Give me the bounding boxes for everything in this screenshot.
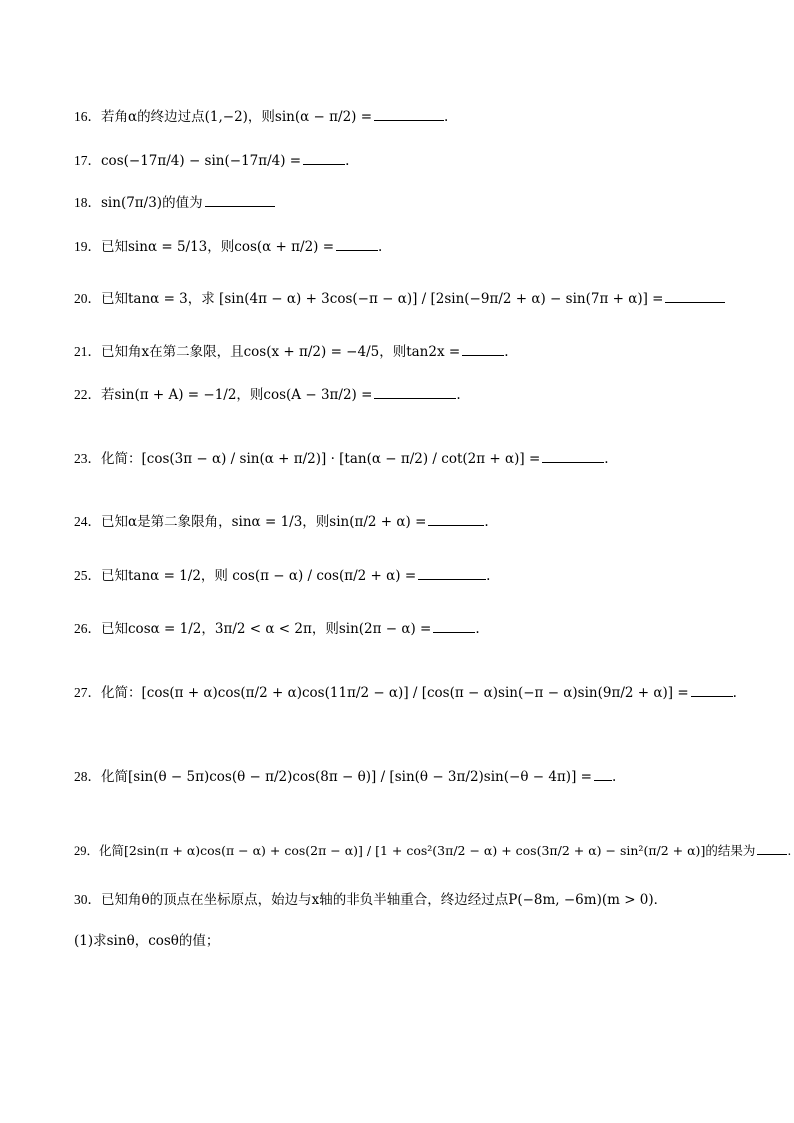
problem-24 <box>74 513 489 530</box>
problem-30 <box>74 893 667 908</box>
problem-text: 已知tanα = 3，求 [sin(4π − α) + 3cos(−π − α)] / [2sin(−9π/2 + α) − sin(7π + α)] = <box>101 291 664 307</box>
problem-16 <box>74 108 448 125</box>
problem-number: 29． <box>74 844 100 858</box>
problem-number: 27． <box>74 685 101 700</box>
answer-blank[interactable] <box>336 238 378 251</box>
problem-text: sin(7π/3)的值为 <box>101 195 203 211</box>
problem-17 <box>74 152 349 169</box>
problem-22 <box>74 386 461 403</box>
problem-text: 若角α的终边过点(1,−2)，则sin(α − π/2) = <box>101 109 373 125</box>
problem-number: 16． <box>74 109 101 124</box>
tail: . <box>486 568 491 584</box>
answer-blank[interactable] <box>418 567 486 580</box>
answer-blank[interactable] <box>205 194 275 207</box>
answer-blank[interactable] <box>374 108 444 121</box>
problem-number: 21． <box>74 344 101 359</box>
problem-number: 20． <box>74 291 101 306</box>
tail: . <box>611 769 617 785</box>
answer-blank[interactable] <box>757 842 787 855</box>
answer-blank[interactable] <box>433 620 475 633</box>
tail: . <box>378 239 383 255</box>
problem-text: 已知角x在第二象限，且cos(x + π/2) = −4/5，则tan2x = <box>101 344 461 360</box>
problem-number: 17． <box>74 153 101 168</box>
problem-text: 若sin(π + A) = −1/2，则cos(A − 3π/2) = <box>101 387 373 403</box>
problem-text: 已知α是第二象限角，sinα = 1/3，则sin(π/2 + α) = <box>101 514 427 530</box>
answer-blank[interactable] <box>374 386 456 399</box>
problem-number: 28． <box>74 769 101 784</box>
problem-28 <box>74 768 616 785</box>
tail: . <box>787 843 792 858</box>
tail: . <box>732 685 737 701</box>
problem-18 <box>74 194 275 211</box>
answer-blank[interactable] <box>303 152 345 165</box>
problem-text: 已知cosα = 1/2，3π/2 < α < 2π，则sin(2π − α) = <box>101 621 432 637</box>
answer-blank[interactable] <box>665 290 725 303</box>
answer-blank[interactable] <box>462 343 504 356</box>
problem-number: 19． <box>74 239 101 254</box>
problem-text: 化简[sin(θ − 5π)cos(θ − π/2)cos(8π − θ)] / [sin(θ − 3π/2)sin(−θ − 4π)] = <box>101 769 592 785</box>
tail: . <box>475 621 480 637</box>
problem-text: 已知sinα = 5/13，则cos(α + π/2) = <box>101 239 335 255</box>
problem-21 <box>74 343 508 360</box>
tail: . <box>345 153 350 169</box>
sub-question-30-1: (1)求sinθ，cosθ的值； <box>74 933 220 949</box>
problem-19 <box>74 238 382 255</box>
problem-number: 22． <box>74 387 101 402</box>
problem-number: 23． <box>74 451 101 466</box>
problem-text: 已知角θ的顶点在坐标原点，始边与x轴的非负半轴重合，终边经过点P(−8m, −6m)(m > 0)． <box>101 892 668 908</box>
problem-number: 24． <box>74 514 101 529</box>
tail: . <box>444 109 449 125</box>
problem-text: cos(−17π/4) − sin(−17π/4) = <box>101 153 302 169</box>
problem-number: 18． <box>74 195 101 210</box>
problem-text: 化简：[cos(π + α)cos(π/2 + α)cos(11π/2 − α)] / [cos(π − α)sin(−π − α)sin(9π/2 + α)] = <box>101 685 689 701</box>
problem-text: 化简：[cos(3π − α) / sin(α + π/2)] · [tan(α − π/2) / cot(2π + α)] = <box>101 451 541 467</box>
tail: . <box>484 514 489 530</box>
problem-number: 26． <box>74 621 101 636</box>
problem-text: 已知tanα = 1/2，则 cos(π − α) / cos(π/2 + α) = <box>101 568 417 584</box>
problem-23 <box>74 450 609 467</box>
problem-number: 25． <box>74 568 101 583</box>
answer-blank[interactable] <box>542 450 604 463</box>
answer-blank[interactable] <box>428 513 484 526</box>
tail: . <box>456 387 461 403</box>
problem-25 <box>74 567 490 584</box>
tail: . <box>604 451 609 467</box>
problem-text: 化简[2sin(π + α)cos(π − α) + cos(2π − α)] / [1 + cos²(3π/2 − α) + cos(3π/2 + α) − sin²(π/2 + α)]的结果为 <box>99 843 756 858</box>
problem-26 <box>74 620 480 637</box>
problem-20 <box>74 290 725 307</box>
problem-number: 30． <box>74 892 101 907</box>
problem-27 <box>74 684 737 701</box>
tail: . <box>504 344 509 360</box>
problem-29 <box>74 842 791 858</box>
answer-blank[interactable] <box>691 684 733 697</box>
answer-blank[interactable] <box>594 768 612 781</box>
